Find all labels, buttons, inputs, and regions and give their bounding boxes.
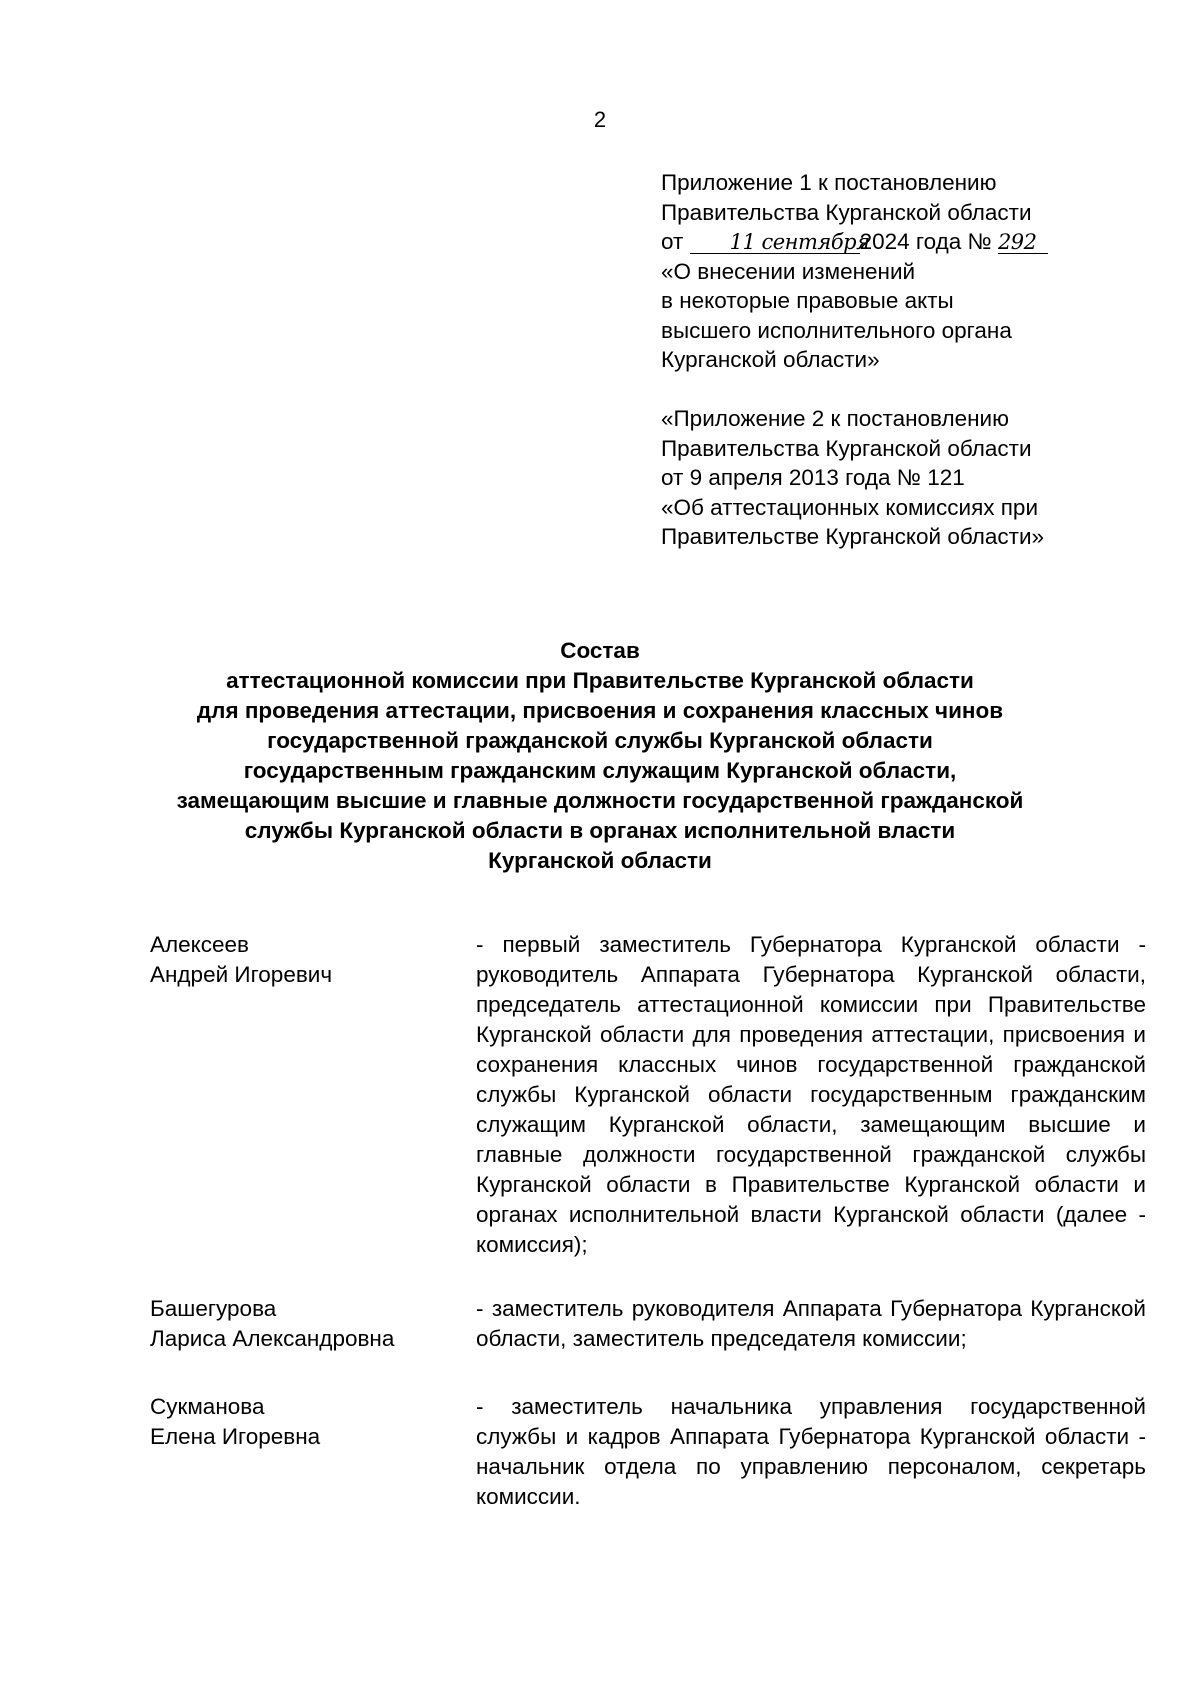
title-line: замещающим высшие и главные должности государственной гражданской [176, 788, 1024, 813]
appendix-1-header [661, 168, 1131, 375]
title-line: для проведения аттестации, присвоения и сохранения классных чинов [196, 698, 1004, 723]
member-given-names: Андрей Игоревич [150, 962, 333, 987]
member-given-names: Лариса Александровна [150, 1326, 395, 1351]
member-given-names: Елена Игоревна [150, 1424, 321, 1449]
handwritten-number: 292 [998, 231, 1048, 254]
appendix-1-line: Приложение 1 к постановлению [661, 170, 997, 195]
title-line: Состав [560, 638, 640, 663]
title-line: службы Курганской области в органах исполнительной власти [244, 818, 956, 843]
title-line: Курганской области [488, 848, 712, 873]
title-line: государственным гражданским служащим Курганской области, [243, 758, 957, 783]
member-name [150, 930, 460, 990]
commission-members-list [0, 930, 1200, 1512]
appendix-1-date-line [661, 227, 1131, 257]
date-prefix: от [661, 229, 684, 254]
title-line: аттестационной комиссии при Правительстве Курганской области [226, 668, 974, 693]
appendix-2-line: Правительстве Курганской области» [661, 524, 1045, 549]
appendix-1-line: «О внесении изменений [661, 258, 916, 284]
title-line: государственной гражданской службы Курганской области [267, 728, 933, 753]
member-entry [0, 1392, 1200, 1512]
member-role: - первый заместитель Губернатора Курганской области - руководитель Аппарата Губернатора Курганской области, председатель аттестационной комиссии при Правительстве Курганской области для проведения аттестации, присвоения и сохранения классных чинов государственной гражданской службы Курганской области государственным гражданским служащим Курганской области, замещающим высшие и главные должности государственной гражданской службы Курганской области в Правительстве Курганской области и органах исполнительной власти Курганской области (далее - комиссия); [476, 932, 1146, 1257]
handwritten-date: 11 сентября [690, 231, 860, 254]
member-entry [0, 930, 1200, 1294]
document-title [0, 636, 1200, 876]
appendix-2-line: Правительства Курганской области [661, 435, 1032, 461]
appendix-1-line: Курганской области» [661, 347, 880, 372]
member-surname: Башегурова [150, 1296, 277, 1321]
appendix-2-line: от 9 апреля 2013 года № 121 [661, 465, 965, 490]
appendix-2-header [661, 404, 1131, 552]
member-name [150, 1392, 460, 1452]
page-number: 2 [593, 107, 607, 132]
year-and-number-label: 2024 года № [859, 229, 992, 254]
member-role: - заместитель руководителя Аппарата Губернатора Курганской области, заместитель председателя комиссии; [476, 1296, 1146, 1351]
member-entry [0, 1294, 1200, 1392]
appendix-2-line: «Приложение 2 к постановлению [661, 406, 1009, 431]
appendix-1-line: в некоторые правовые акты [661, 288, 954, 313]
member-surname: Алексеев [150, 932, 249, 957]
member-surname: Сукманова [150, 1394, 265, 1419]
appendix-1-line: высшего исполнительного органа [661, 317, 1012, 343]
member-role: - заместитель начальника управления государственной службы и кадров Аппарата Губернатора Курганской области - начальник отдела по управлению персоналом, секретарь комиссии. [476, 1394, 1146, 1509]
member-name [150, 1294, 460, 1354]
appendix-2-line: «Об аттестационных комиссиях при [661, 494, 1039, 520]
appendix-1-line: Правительства Курганской области [661, 199, 1032, 225]
